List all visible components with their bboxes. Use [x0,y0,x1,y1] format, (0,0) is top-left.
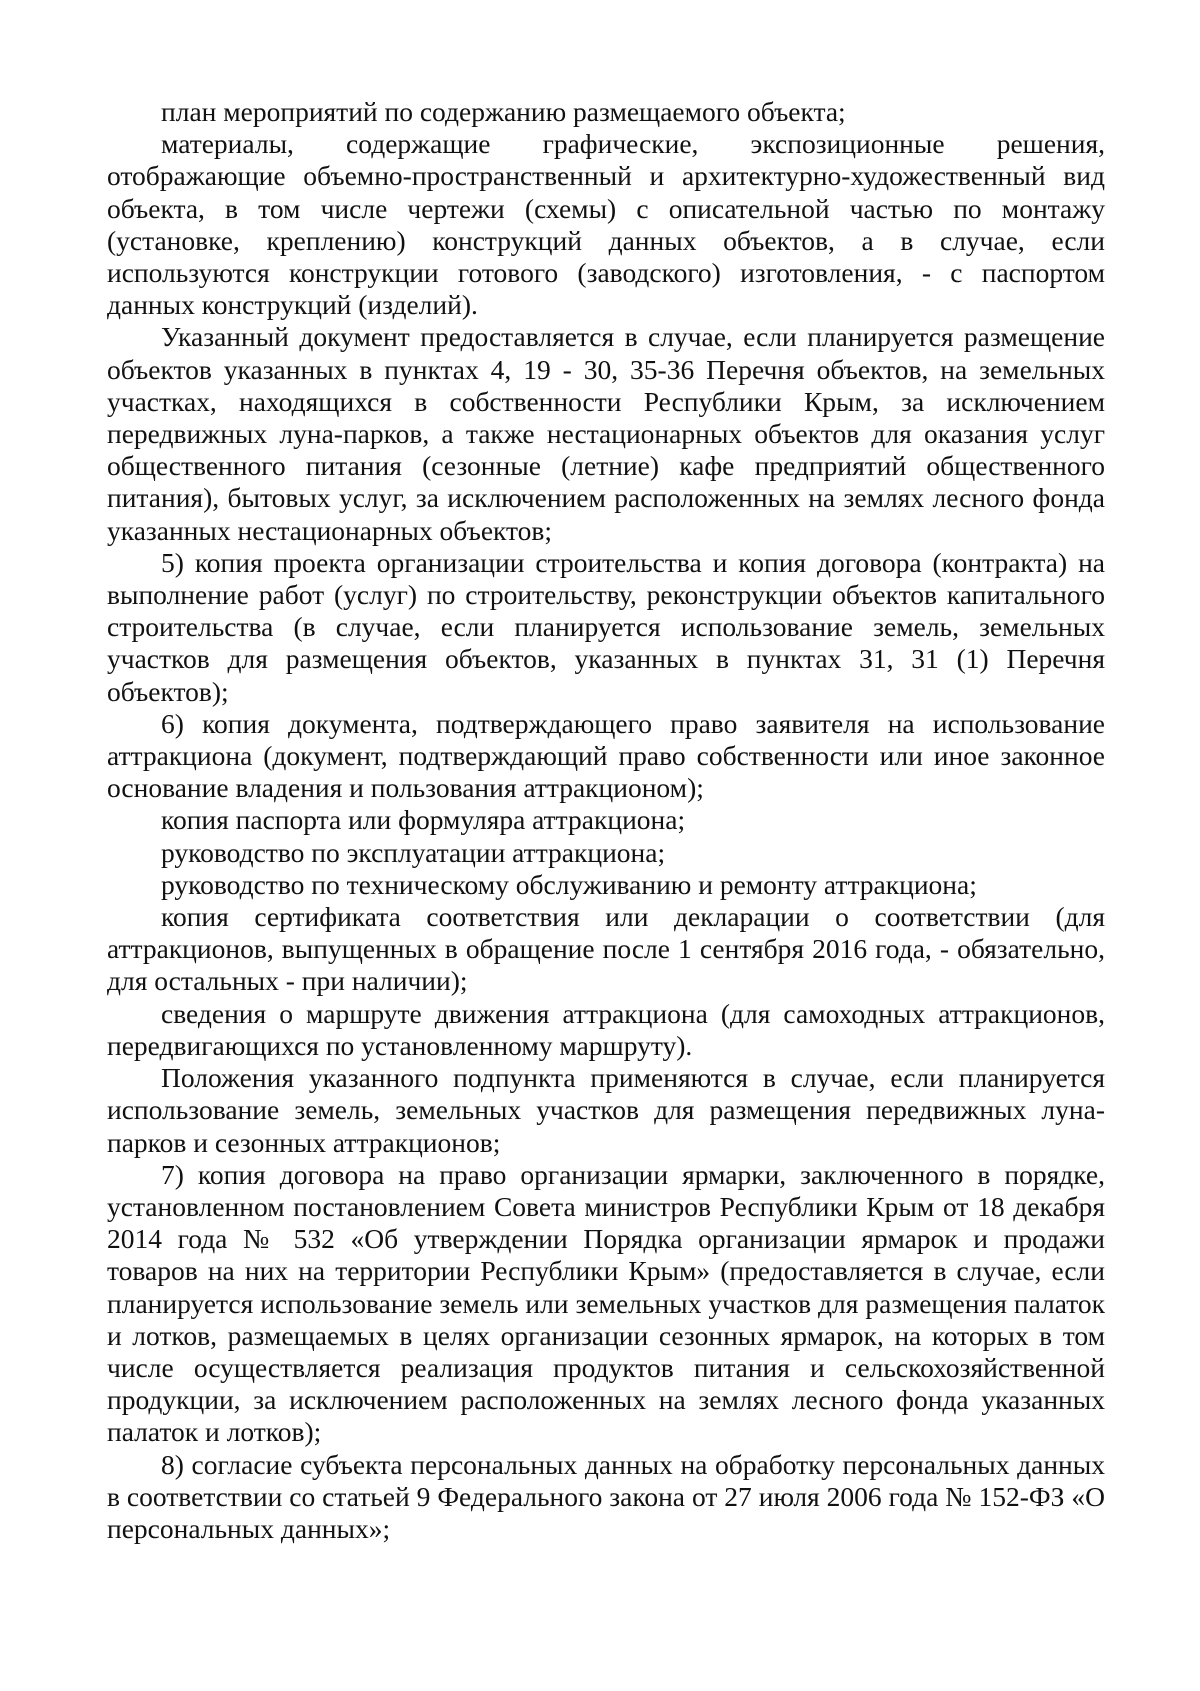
paragraph-maintenance-manual: руководство по техническому обслуживанию и ремонту аттракциона; [161,868,977,900]
paragraph-certificate: копия сертификата соответствия или декларации о соответствии (для аттракционов, выпущенных в обращение после 1 сентября 2016 года, - обязательно, для остальных - при наличии); [107,901,1105,997]
paragraph-item-8: 8) согласие субъекта персональных данных на обработку персональных данных в соответствии со статьей 9 Федерального закона от 27 июля 2006 года № 152-ФЗ «О персональных данных»; [107,1448,1105,1544]
paragraph-operation-manual: руководство по эксплуатации аттракциона; [161,836,666,868]
paragraph-event-plan: план мероприятий по содержанию размещаемого объекта; [161,96,846,127]
paragraph-subitem-provisions: Положения указанного подпункта применяются в случае, если планируется использование земель, земельных участков для размещения передвижных луна-парков и сезонных аттракционов; [107,1062,1105,1158]
paragraph-graphic-materials: материалы, содержащие графические, экспозиционные решения, отображающие объемно-пространственный и архитектурно-художественный вид объекта, в том числе чертежи (схемы) с описательной частью по монтажу (установке, креплению) конструкций данных объектов, а в случае, если используются конструкции готового (заводского) изготовления, - с паспортом данных конструкций (изделий). [107,128,1105,321]
paragraph-attraction-passport: копия паспорта или формуляра аттракциона; [161,804,686,836]
paragraph-item-6: 6) копия документа, подтверждающего право заявителя на использование аттракциона (документ, подтверждающий право собственности или иное законное основание владения и пользования аттракционом); [107,707,1105,804]
paragraph-item-5: 5) копия проекта организации строительства и копия договора (контракта) на выполнение работ (услуг) по строительству, реконструкции объектов капитального строительства (в случае, если планируется использование земель, земельных участков для размещения объектов, указанных в пунктах 31, 31 (1) Перечня объектов); [107,546,1105,707]
paragraph-document-conditions: Указанный документ предоставляется в случае, если планируется размещение объектов указанных в пунктах 4, 19 - 30, 35-36 Перечня объектов, на земельных участках, находящихся в собственности Республики Крым, за исключением передвижных луна-парков, а также нестационарных объектов для оказания услуг общественного питания (сезонные (летние) кафе предприятий общественного питания), бытовых услуг, за исключением расположенных на землях лесного фонда указанных нестационарных объектов; [107,321,1105,546]
paragraph-route-info: сведения о маршруте движения аттракциона (для самоходных аттракционов, передвигающихся по установленному маршруту). [107,997,1105,1061]
paragraph-item-7: 7) копия договора на право организации ярмарки, заключенного в порядке, установленном постановлением Совета министров Республики Крым от 18 декабря 2014 года № 532 «Об утверждении Порядка организации ярмарок и продажи товаров на них на территории Республики Крым» (предоставляется в случае, если планируется использование земель или земельных участков для размещения палаток и лотков, размещаемых в целях организации сезонных ярмарок, на которых в том числе осуществляется реализация продуктов питания и сельскохозяйственной продукции, за исключением расположенных на землях лесного фонда указанных палаток и лотков); [107,1158,1105,1448]
document-body [107,96,1105,1545]
